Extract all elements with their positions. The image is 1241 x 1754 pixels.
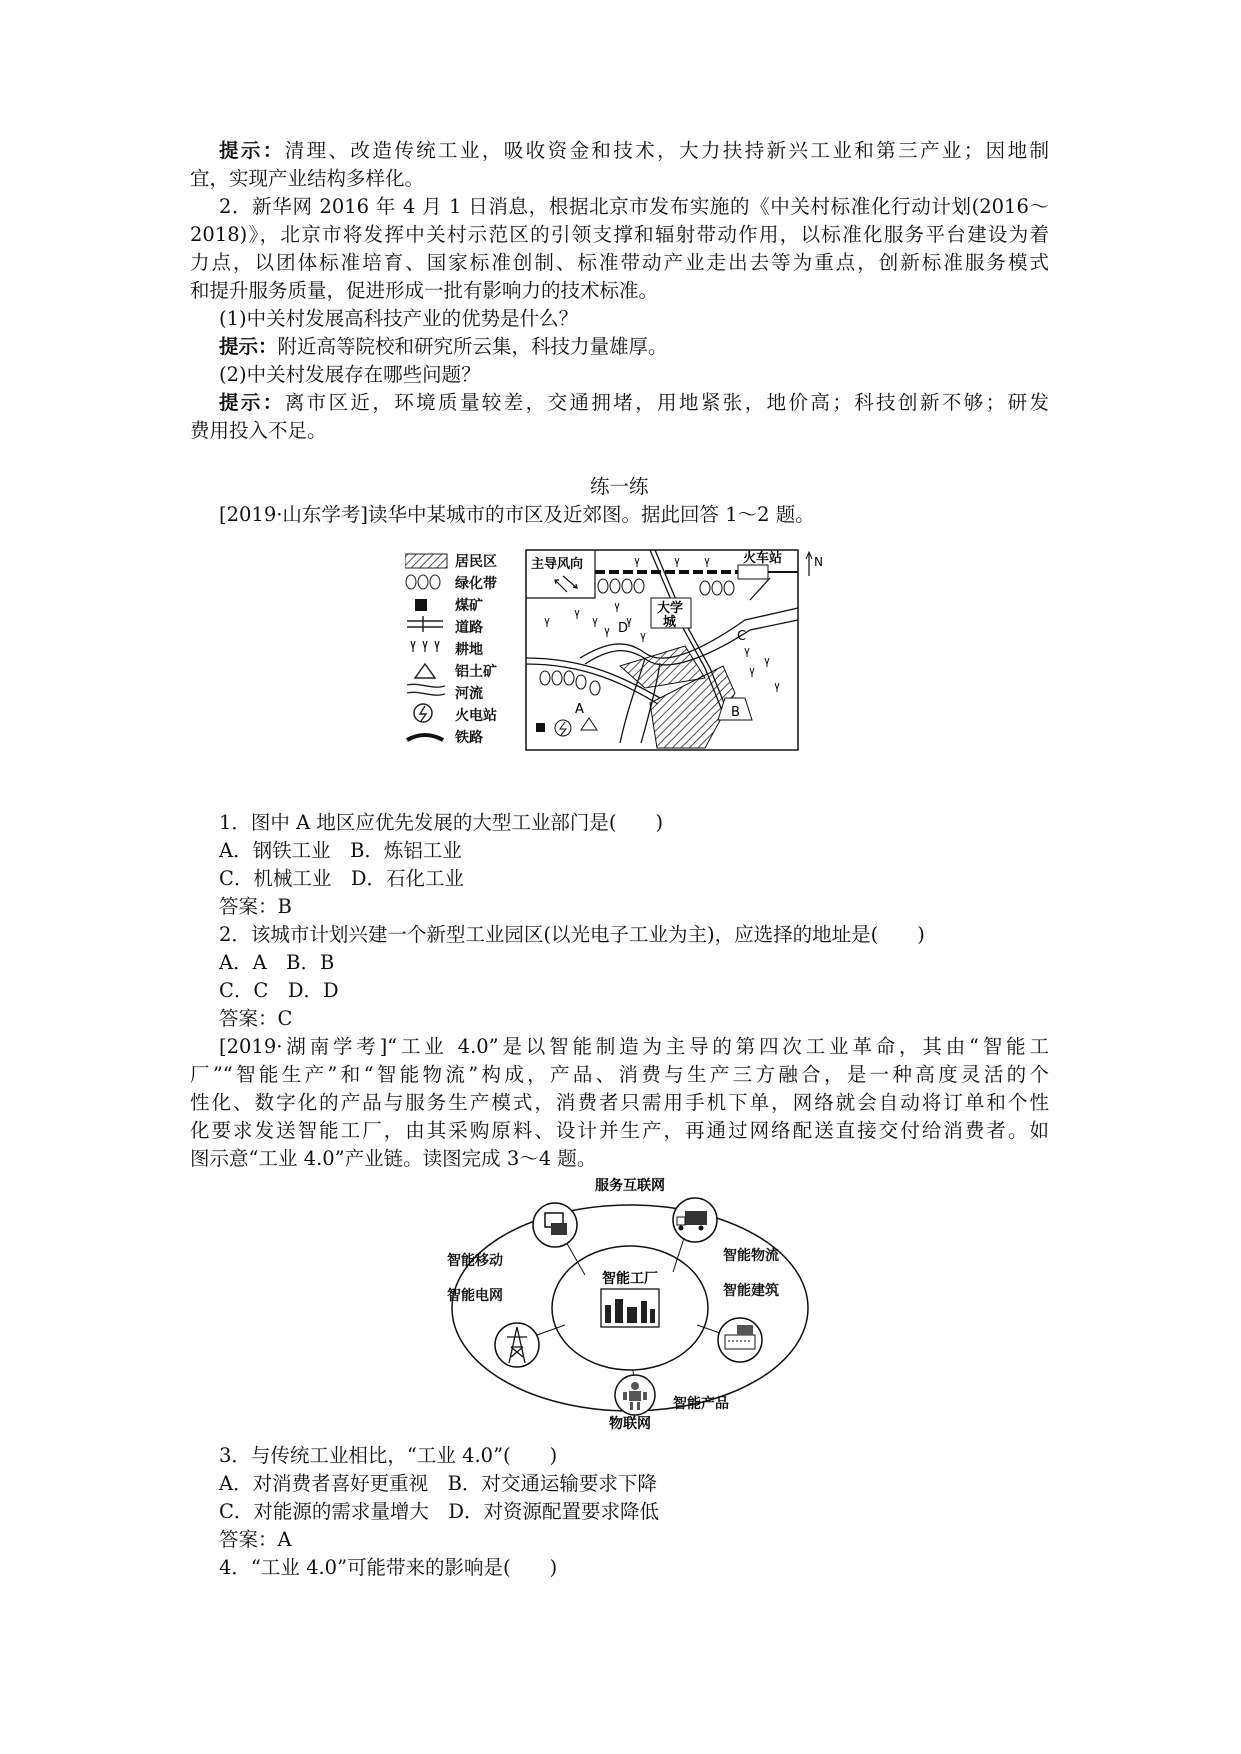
bauxite-icon: [415, 664, 435, 678]
q1-answer: 答案：B: [219, 895, 292, 918]
legend-bauxite: 铝土矿: [455, 664, 497, 680]
sub2-hint-line2: 费用投入不足。: [190, 419, 327, 442]
hint-label: 提示：: [219, 391, 285, 414]
map-area: [526, 550, 823, 750]
q2-options-ab: A．A B．B: [219, 951, 335, 974]
node-label-smart-mobile: 智能移动: [447, 1253, 503, 1269]
point-d: D: [618, 621, 629, 636]
point-b: B: [731, 705, 740, 720]
node-label-smart-logistics: 智能物流: [723, 1248, 779, 1264]
point-c: C: [737, 629, 747, 644]
q2-stem: 2．该城市计划兴建一个新型工业园区(以光电子工业为主)，应选择的地址是( ): [219, 923, 925, 946]
diagram-top-label: 服务互联网: [595, 1178, 665, 1194]
hint1-line2: 宜，实现产业结构多样化。: [190, 167, 425, 190]
river-icon: [407, 684, 445, 695]
q3-answer: 答案：A: [219, 1528, 292, 1551]
q1-options-ab: A．钢铁工业 B．炼铝工业: [219, 839, 462, 862]
green-belt-icon: [406, 575, 440, 589]
sub2-question: (2)中关村发展存在哪些问题？: [219, 363, 481, 386]
q1-stem: 1．图中 A 地区应优先发展的大型工业部门是( ): [219, 811, 664, 834]
city-map-figure: [405, 548, 875, 773]
legend-residential: 居民区: [455, 554, 497, 570]
q4-stem: 4．“工业 4.0”可能带来的影响是( ): [219, 1556, 558, 1579]
industry-intro-line5: 图示意“工业 4.0”产业链。读图完成 3～4 题。: [190, 1147, 597, 1170]
sub1-question: (1)中关村发展高科技产业的优势是什么？: [219, 307, 579, 330]
hint-text: 附近高等院校和研究所云集，科技力量雄厚。: [277, 335, 668, 358]
smart-mobile-node: [533, 1203, 577, 1247]
q2-material-line4: 和提升服务质量，促进形成一批有影响力的技术标准。: [190, 279, 659, 302]
diagram-bottom-label: 物联网: [609, 1416, 651, 1430]
train-station: [738, 565, 768, 579]
farmland-icon: [411, 641, 439, 652]
center-label: 智能工厂: [602, 1271, 658, 1287]
legend-river: 河流: [455, 686, 483, 702]
station-label: 火车站: [743, 551, 783, 566]
q2-answer: 答案：C: [219, 1007, 293, 1030]
university-label: 城: [663, 615, 677, 630]
industry-intro-line2: 厂”“智能生产”和“智能物流”构成，产品、消费与生产三方融合，是一种高度灵活的个: [190, 1063, 1049, 1086]
hint-label: 提示：: [219, 335, 278, 358]
legend-green-belt: 绿化带: [455, 576, 497, 592]
road-icon: [407, 616, 443, 632]
q3-options-ab: A．对消费者喜好更重视 B．对交通运输要求下降: [219, 1472, 657, 1495]
q1-options-cd: C．机械工业 D．石化工业: [219, 867, 465, 890]
industry-intro-line4: 化要求发送智能工厂，由其采购原料、设计并生产，再通过网络配送直接交付给消费者。如: [190, 1119, 1049, 1142]
sub1-hint: [219, 333, 668, 361]
legend-power-station: 火电站: [455, 708, 497, 724]
smart-product-node: [615, 1375, 655, 1415]
power-station-icon: [414, 704, 432, 722]
industry-4-diagram: [445, 1175, 815, 1430]
smart-building-node: [718, 1318, 762, 1362]
hint1-line1: [219, 137, 1049, 165]
legend-farmland: 耕地: [455, 642, 483, 658]
legend-road: 道路: [455, 620, 483, 636]
university-label: 大学: [657, 601, 684, 616]
map-legend: [405, 554, 447, 740]
map-intro: [2019·山东学考]读华中某城市的市区及近郊图。据此回答 1～2 题。: [219, 503, 815, 526]
node-label-smart-building: 智能建筑: [723, 1283, 779, 1299]
point-a: A: [575, 702, 584, 717]
coal-mine-icon: [415, 599, 427, 611]
smart-logistics-node: [673, 1198, 717, 1242]
q2-material-line3: 力点，以团体标准培育、国家标准创制、标准带动产业走出去等为重点，创新标准服务模式: [190, 251, 1049, 274]
node-label-smart-product: 智能产品: [673, 1396, 729, 1412]
q2-material-line2: 2018)》，北京市将发挥中关村示范区的引领支撑和辐射带动作用，以标准化服务平台建设为着: [190, 223, 1049, 246]
smart-grid-node: [495, 1323, 539, 1367]
industry-intro-line3: 性化、数字化的产品与服务生产模式，消费者只需用手机下单，网络就会自动将订单和个性: [190, 1091, 1049, 1114]
q2-options-cd: C．C D．D: [219, 979, 339, 1002]
q3-options-cd: C．对能源的需求量增大 D．对资源配置要求降低: [219, 1500, 660, 1523]
practice-title: 练一练: [590, 475, 649, 498]
industry-intro-line1: [2019·湖南学考]“工业 4.0”是以智能制造为主导的第四次工业革命，其由“智能工: [219, 1035, 1049, 1058]
wind-label: 主导风向: [531, 557, 584, 572]
hint-text: 清理、改造传统工业，吸收资金和技术，大力扶持新兴工业和第三产业；因地制: [284, 139, 1049, 162]
factory-icon: [601, 1289, 659, 1327]
node-label-smart-grid: 智能电网: [447, 1288, 503, 1304]
legend-railway: 铁路: [455, 730, 483, 746]
coal-mine-icon: [536, 723, 545, 732]
legend-coal-mine: 煤矿: [455, 598, 483, 614]
railway-icon: [407, 735, 443, 740]
hint-label: 提示：: [219, 139, 285, 162]
q2-material-line1: 2．新华网 2016 年 4 月 1 日消息，根据北京市发布实施的《中关村标准化行动计划(2016～: [219, 195, 1049, 218]
north-label: N: [814, 555, 823, 569]
q3-stem: 3．与传统工业相比，“工业 4.0”( ): [219, 1444, 558, 1467]
sub2-hint: [219, 389, 1049, 417]
hint-text: 离市区近，环境质量较差，交通拥堵，用地紧张，地价高；科技创新不够；研发: [284, 391, 1049, 414]
